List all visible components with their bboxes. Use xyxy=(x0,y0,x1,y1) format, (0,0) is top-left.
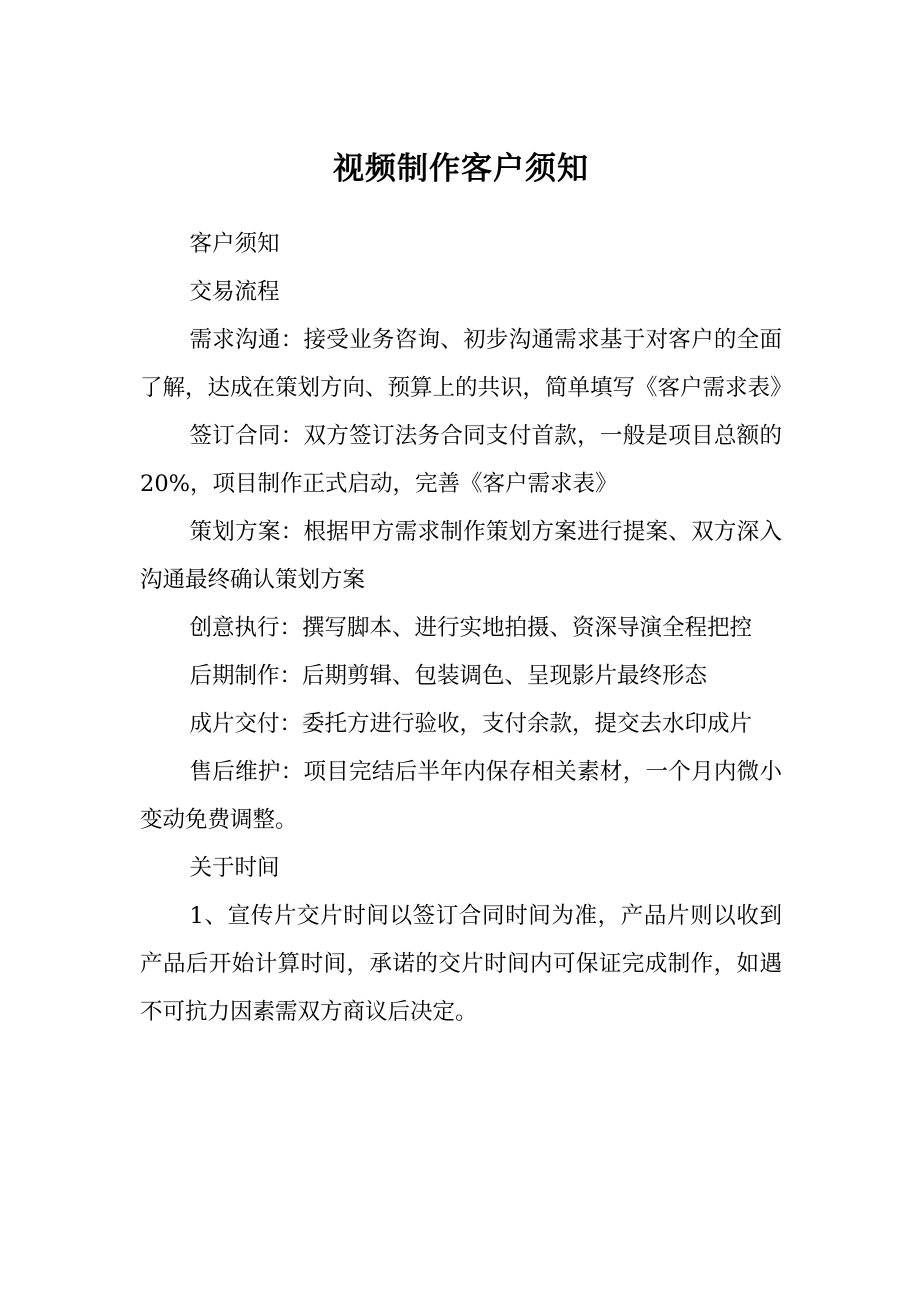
document-title: 视频制作客户须知 xyxy=(333,151,589,187)
paragraph-after-sales: 售后维护：项目完结后半年内保存相关素材，一个月内微小变动免费调整。 xyxy=(140,759,782,833)
document-body xyxy=(140,220,793,1036)
paragraph-delivery: 成片交付：委托方进行验收，支付余款，提交去水印成片 xyxy=(189,711,753,737)
paragraph-post-production: 后期制作：后期剪辑、包装调色、呈现影片最终形态 xyxy=(189,663,708,689)
paragraph-customer-notice: 客户须知 xyxy=(189,231,280,257)
paragraph-planning-proposal: 策划方案：根据甲方需求制作策划方案进行提案、双方深入沟通最终确认策划方案 xyxy=(140,519,782,593)
paragraph-creative-execution: 创意执行：撰写脚本、进行实地拍摄、资深导演全程把控 xyxy=(189,615,753,641)
paragraph-requirement-communication: 需求沟通：接受业务咨询、初步沟通需求基于对客户的全面了解，达成在策划方向、预算上的共识，简单填写《客户需求表》 xyxy=(140,327,793,401)
paragraph-time-item-1: 1、宣传片交片时间以签订合同时间为准，产品片则以收到产品后开始计算时间，承诺的交片时间内可保证完成制作，如遇不可抗力因素需双方商议后决定。 xyxy=(140,903,782,1025)
paragraph-transaction-process: 交易流程 xyxy=(189,279,280,305)
paragraph-about-time: 关于时间 xyxy=(189,855,280,881)
paragraph-sign-contract: 签订合同：双方签订法务合同支付首款，一般是项目总额的 20%，项目制作正式启动，完善《客户需求表》 xyxy=(140,423,782,497)
